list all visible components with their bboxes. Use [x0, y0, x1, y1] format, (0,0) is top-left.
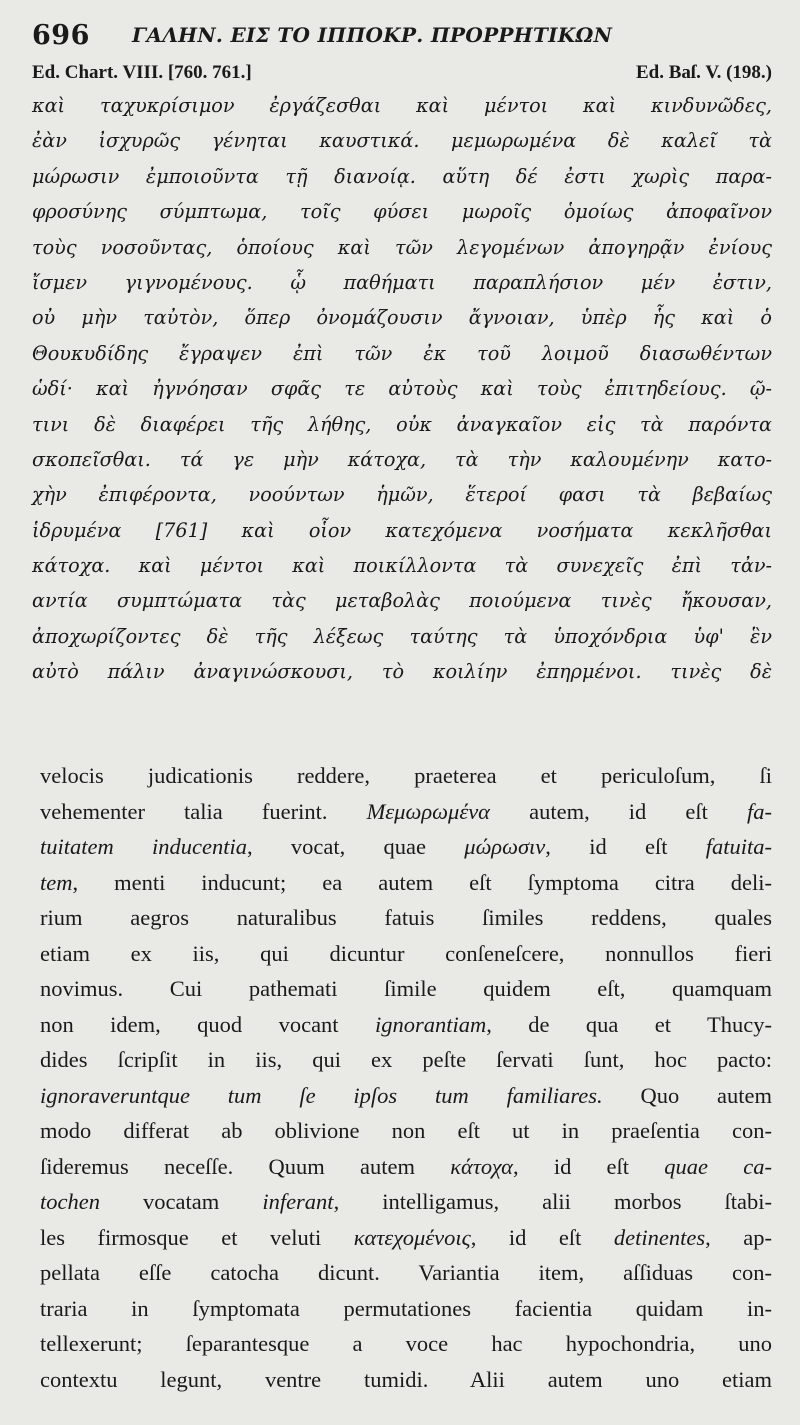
text-segment: novimus. Cui pathemati ſimile quidem eſt, quamquam — [40, 976, 772, 1001]
latin-text-line — [40, 1149, 772, 1185]
italic-segment: fatuita- — [705, 834, 772, 859]
greek-text-line: χὴν ἐπιφέροντα, νοούντων ἡμῶν, ἕτεροί φασι τὰ βεβαίως — [32, 483, 772, 507]
text-segment: , menti inducunt; ea autem eſt ſymptoma citra deli- — [72, 869, 772, 895]
text-segment: etiam ex iis, qui dicuntur conſeneſcere, nonnullos fieri — [40, 940, 772, 966]
latin-text-line — [40, 1007, 772, 1043]
italic-segment: Μεμωρωμένα — [366, 798, 490, 824]
text-segment: non idem, quod vocant — [40, 1011, 375, 1037]
text-segment: , id eſt — [512, 1153, 665, 1179]
greek-text-line: οὐ μὴν ταὐτὸν, ὅπερ ὀνομάζουσιν ἄγνοιαν, ὑπὲρ ἧς καὶ ὁ — [32, 306, 772, 330]
italic-segment: quae ca- — [664, 1153, 773, 1179]
latin-text-line — [40, 1326, 772, 1362]
text-segment: velocis judicationis reddere, praeterea et periculoſum, ſi — [40, 763, 772, 788]
greek-text-line: καὶ ταχυκρίσιμον ἐργάζεσθαι καὶ μέντοι καὶ κινδυνῶδες, — [32, 94, 772, 117]
italic-segment: tochen — [40, 1189, 100, 1214]
latin-text-line — [40, 829, 772, 865]
latin-text-line — [40, 1220, 772, 1256]
text-segment: , de qua et Thucy- — [486, 1011, 773, 1037]
greek-text-line: αντία συμπτώματα τὰς μεταβολὰς ποιούμενα τινὲς ἤκουσαν, — [32, 589, 772, 613]
greek-text-line: αὐτὸ πάλιν ἀναγινώσκουσι, τὸ κοιλίην ἐπηρμένοι. τινὲς δὲ — [32, 660, 772, 684]
latin-text-line — [40, 794, 772, 830]
italic-segment: κάτοχα — [450, 1153, 513, 1179]
greek-text-line: ἱδρυμένα [761] καὶ οἷον κατεχόμενα νοσήματα κεκλῆσθαι — [32, 518, 772, 542]
text-segment: autem, id eſt — [490, 798, 747, 824]
latin-text-line — [40, 1042, 772, 1078]
greek-text-line: ὡδί· καὶ ἠγνόησαν σφᾶς τε αὐτοὺς καὶ τοὺς ἐπιτηδείους. ῷ- — [32, 377, 772, 401]
latin-text-line — [40, 1255, 772, 1291]
latin-text-line — [40, 936, 772, 972]
running-title: ΓΑΛΗΝ. ΕΙΣ ΤΟ ΙΠΠΟΚΡ. ΠΡΟΡΡΗΤΙΚΩΝ — [132, 23, 613, 47]
latin-text-line — [40, 900, 772, 936]
edition-chartier-reference: Ed. Chart. VIII. [760. 761.] — [32, 62, 252, 83]
italic-segment: κατεχομένοις — [353, 1224, 471, 1250]
greek-text-line: τοὺς νοσοῦντας, ὁποίους καὶ τῶν λεγομένων ἀπογηρᾷν ἐνίους — [32, 235, 772, 259]
greek-text-line: ἐὰν ἰσχυρῶς γένηται καυστικά. μεμωρωμένα δὲ καλεῖ τὰ — [32, 129, 772, 153]
page-header — [32, 20, 772, 56]
italic-segment: tem — [40, 869, 73, 895]
italic-segment: tuitatem inducentia — [40, 834, 247, 859]
page-number: 696 — [32, 20, 90, 51]
greek-text-line: ἀποχωρίζοντες δὲ τῆς λέξεως ταύτης τὰ ὑποχόνδρια ὑφ' ἓν — [32, 624, 772, 648]
text-segment: , vocat, quae — [247, 834, 465, 859]
text-segment: , id eſt — [545, 834, 706, 859]
latin-text-line — [40, 865, 772, 901]
text-segment: traria in ſymptomata permutationes facientia quidam in- — [40, 1295, 772, 1321]
greek-text-line: φροσύνης σύμπτωμα, τοῖς φύσει μωροῖς ὁμοίως ἀποφαῖνον — [32, 200, 772, 224]
text-segment: , ap- — [705, 1224, 772, 1250]
edition-reference-line — [32, 62, 772, 88]
text-segment: modo differat ab oblivione non eſt ut in praeſentia con- — [40, 1118, 772, 1143]
text-segment: les firmosque et veluti — [40, 1224, 354, 1250]
greek-text-line: τινι δὲ διαφέρει τῆς λήθης, οὐκ ἀναγκαῖον εἰς τὰ παρόντα — [32, 412, 772, 436]
latin-text-line — [40, 971, 772, 1007]
latin-text-line — [40, 758, 772, 794]
text-segment: contextu legunt, ventre tumidi. Alii autem uno etiam — [40, 1366, 772, 1392]
italic-segment: μώρωσιν — [464, 834, 546, 859]
greek-text-line: ἴσμεν γιγνομένους. ᾧ παθήματι παραπλήσιον μέν ἐστιν, — [32, 270, 772, 294]
latin-text-line — [40, 1291, 772, 1327]
greek-text-block — [32, 88, 772, 690]
text-segment: Quo autem — [602, 1082, 772, 1108]
italic-segment: detinentes — [613, 1224, 706, 1250]
greek-text-line: κάτοχα. καὶ μέντοι καὶ ποικίλλοντα τὰ συνεχεῖς ἐπὶ τἀν- — [32, 554, 772, 578]
text-segment: , intelligamus, alii morbos ſtabi- — [333, 1189, 772, 1214]
text-segment: tellexerunt; ſeparantesque a voce hac hypochondria, uno — [40, 1331, 772, 1356]
latin-text-line — [40, 1362, 772, 1398]
text-segment: dides ſcripſit in iis, qui ex peſte ſervati ſunt, hoc pacto: — [40, 1047, 772, 1072]
latin-text-line — [40, 1078, 772, 1114]
greek-text-line: Θουκυδίδης ἔγραψεν ἐπὶ τῶν ἐκ τοῦ λοιμοῦ διασωθέντων — [32, 341, 772, 365]
text-segment: vocatam — [99, 1189, 263, 1214]
latin-text-line — [40, 1184, 772, 1220]
italic-segment: ignoraveruntque tum ſe ipſos tum familiares. — [40, 1082, 603, 1108]
text-segment: pellata eſſe catocha dicunt. Variantia item, aſſiduas con- — [40, 1260, 772, 1285]
latin-text-block — [40, 758, 772, 1397]
greek-text-line: σκοπεῖσθαι. τά γε μὴν κάτοχα, τὰ τὴν καλουμένην κατο- — [32, 447, 772, 471]
text-segment: rium aegros naturalibus fatuis ſimiles reddens, quales — [40, 905, 772, 930]
greek-text-line: μώρωσιν ἐμποιοῦντα τῇ διανοίᾳ. αὕτη δέ ἐστι χωρὶς παρα- — [32, 164, 772, 188]
text-segment: , id eſt — [470, 1224, 614, 1250]
italic-segment: fa- — [746, 798, 772, 824]
text-segment: vehementer talia fuerint. — [40, 798, 367, 824]
edition-basel-reference: Ed. Baſ. V. (198.) — [635, 62, 772, 83]
italic-segment: ignorantiam — [374, 1011, 487, 1037]
italic-segment: inferant — [262, 1189, 334, 1214]
latin-text-line — [40, 1113, 772, 1149]
text-segment: ſideremus neceſſe. Quum autem — [40, 1153, 451, 1179]
